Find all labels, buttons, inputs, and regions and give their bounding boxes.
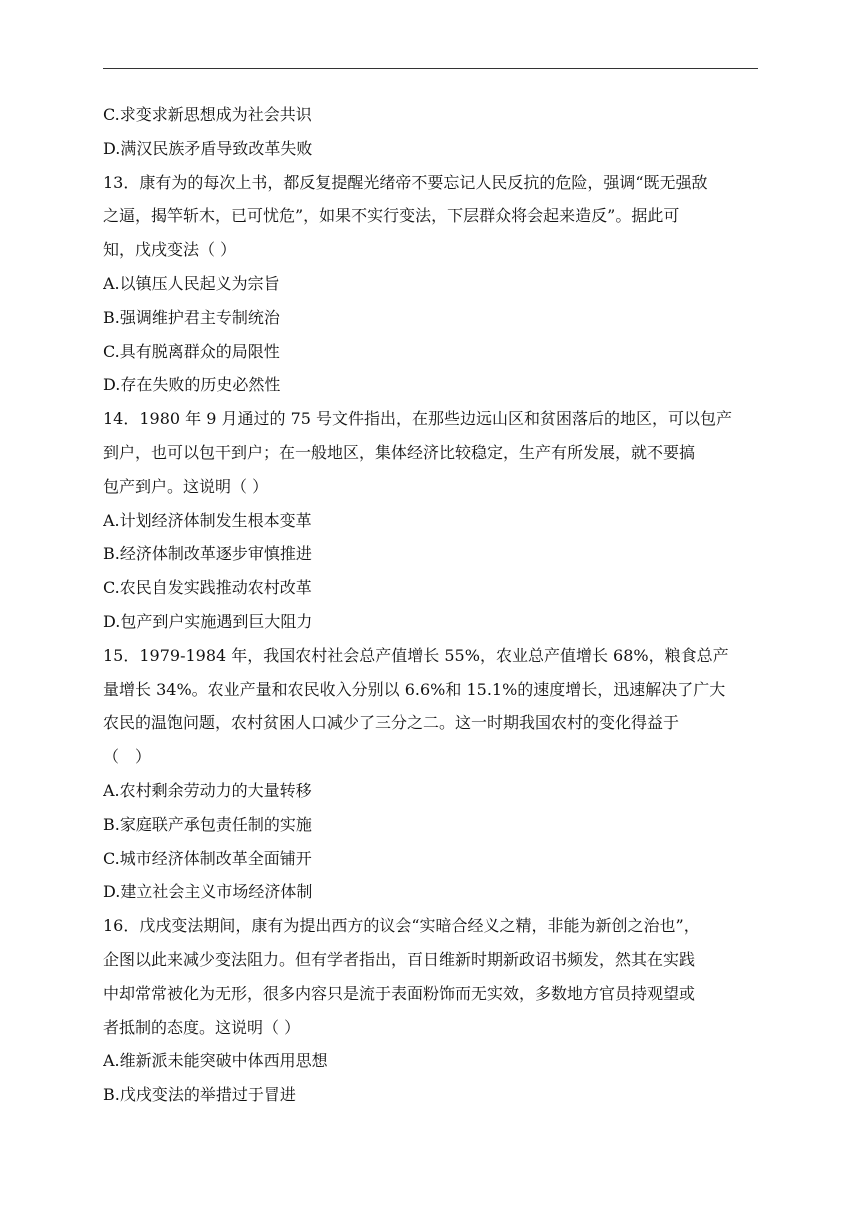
option-text: D.建立社会主义市场经济体制 <box>103 882 313 902</box>
answer-option <box>103 605 758 639</box>
option-text: C.城市经济体制改革全面铺开 <box>103 848 312 868</box>
answer-option <box>103 267 758 301</box>
option-text: D.包产到户实施遇到巨大阻力 <box>103 611 313 631</box>
option-text: C.求变求新思想成为社会共识 <box>103 105 312 124</box>
answer-option <box>103 1044 758 1078</box>
answer-option <box>103 571 758 605</box>
question-line: 13．康有为的每次上书，都反复提醒光绪帝不要忘记人民反抗的危险，强调“既无强敌 <box>103 172 708 192</box>
option-text: B.强调维护君主专制统治 <box>103 307 280 327</box>
question-line: 包产到户。这说明（ ） <box>103 476 269 496</box>
question-line: 中却常常被化为无形，很多内容只是流于表面粉饰而无实效，多数地方官员持观望或 <box>103 983 696 1003</box>
answer-option <box>103 504 758 538</box>
answer-option <box>103 875 758 909</box>
option-text: B.戊戌变法的举措过于冒进 <box>103 1085 296 1105</box>
question-stem <box>103 402 758 503</box>
option-text: A.计划经济体制发生根本变革 <box>103 510 312 530</box>
option-text: C.农民自发实践推动农村改革 <box>103 578 312 598</box>
question-stem <box>103 639 758 774</box>
question-stem <box>103 166 758 267</box>
option-text: C.具有脱离群众的局限性 <box>103 341 280 361</box>
option-text: D.满汉民族矛盾导致改革失败 <box>103 138 313 158</box>
question-line: （ ） <box>103 747 152 767</box>
question-line: 企图以此来减少变法阻力。但有学者指出，百日维新时期新政诏书频发，然其在实践 <box>103 949 696 969</box>
question-line: 之逼，揭竿斩木，已可忧危”，如果不实行变法，下层群众将会起来造反”。据此可 <box>103 206 680 226</box>
question-content <box>103 98 758 1112</box>
answer-option <box>103 368 758 402</box>
option-text: D.存在失败的历史必然性 <box>103 375 281 395</box>
question-line: 16．戊戌变法期间，康有为提出西方的议会“实暗合经义之精，非能为新创之治也”， <box>103 916 700 936</box>
question-line: 知，戊戌变法（ ） <box>103 240 237 260</box>
answer-option <box>103 537 758 571</box>
answer-option <box>103 808 758 842</box>
question-line: 14．1980 年 9 月通过的 75 号文件指出，在那些边远山区和贫困落后的地区，可以包产 <box>103 409 733 429</box>
option-text: A.以镇压人民起义为宗旨 <box>103 273 280 293</box>
answer-option <box>103 842 758 876</box>
answer-option <box>103 301 758 335</box>
option-text: B.家庭联产承包责任制的实施 <box>103 814 312 834</box>
question-stem <box>103 909 758 1044</box>
answer-option <box>103 774 758 808</box>
question-line: 量增长 34%。农业产量和农民收入分别以 6.6%和 15.1%的速度增长，迅速解决了广大 <box>103 679 726 699</box>
question-line: 到户，也可以包干到户；在一般地区，集体经济比较稳定，生产有所发展，就不要搞 <box>103 442 696 462</box>
answer-option <box>103 1078 758 1112</box>
answer-option <box>103 335 758 369</box>
question-line: 者抵制的态度。这说明（ ） <box>103 1017 301 1037</box>
option-text: A.农村剩余劳动力的大量转移 <box>103 780 312 800</box>
question-line: 15．1979-1984 年，我国农村社会总产值增长 55%，农业总产值增长 68%，粮食总产 <box>103 645 729 665</box>
option-text: A.维新派未能突破中体西用思想 <box>103 1051 328 1071</box>
answer-option <box>103 98 758 132</box>
question-line: 农民的温饱问题，农村贫困人口减少了三分之二。这一时期我国农村的变化得益于 <box>103 713 680 733</box>
option-text: B.经济体制改革逐步审慎推进 <box>103 544 312 564</box>
answer-option <box>103 132 758 166</box>
header-rule <box>103 68 758 69</box>
